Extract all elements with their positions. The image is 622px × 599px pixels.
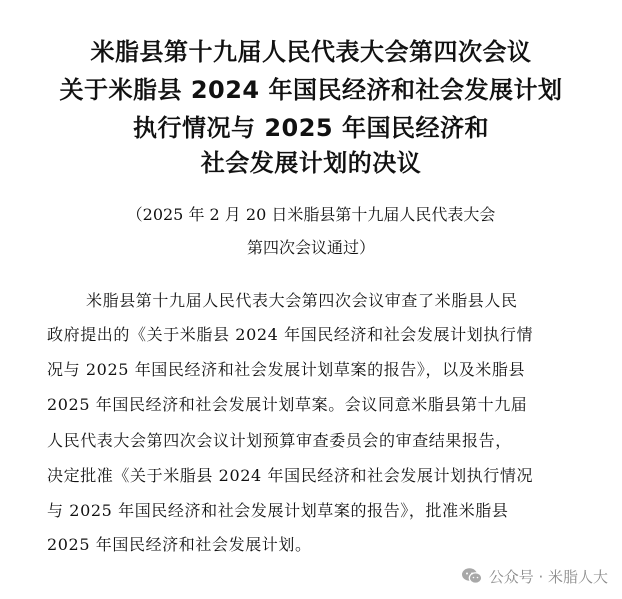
document-title-line-3: 执行情况与 2025 年国民经济和 [132,114,489,142]
body-line-3: 况与 2025 年国民经济和社会发展计划草案的报告》，以及米脂县 [47,360,526,379]
document-title-line-4: 社会发展计划的决议 [200,149,422,177]
body-line-1: 米脂县第十九届人民代表大会第四次会议审查了米脂县人民 [86,291,518,310]
wechat-icon [461,567,483,585]
document-title-line-2: 关于米脂县 2024 年国民经济和社会发展计划 [59,76,563,104]
adoption-note-line-1: （2025 年 2 月 20 日米脂县第十九届人民代表大会 [126,205,496,224]
body-line-7: 与 2025 年国民经济和社会发展计划草案的报告》，批准米脂县 [47,501,509,520]
body-line-5: 人民代表大会第四次会议计划预算审查委员会的审查结果报告， [47,431,512,450]
body-line-2: 政府提出的《关于米脂县 2024 年国民经济和社会发展计划执行情 [47,325,534,344]
watermark-text: 公众号 · 米脂人大 [488,567,608,586]
document-title-line-1: 米脂县第十九届人民代表大会第四次会议 [90,38,532,66]
wechat-watermark [461,562,608,590]
body-line-6: 决定批准《关于米脂县 2024 年国民经济和社会发展计划执行情况 [47,466,534,485]
body-line-4: 2025 年国民经济和社会发展计划草案。会议同意米脂县第十九届 [47,395,528,414]
body-line-8: 2025 年国民经济和社会发展计划。 [47,535,312,554]
adoption-note-line-2: 第四次会议通过） [246,238,375,257]
